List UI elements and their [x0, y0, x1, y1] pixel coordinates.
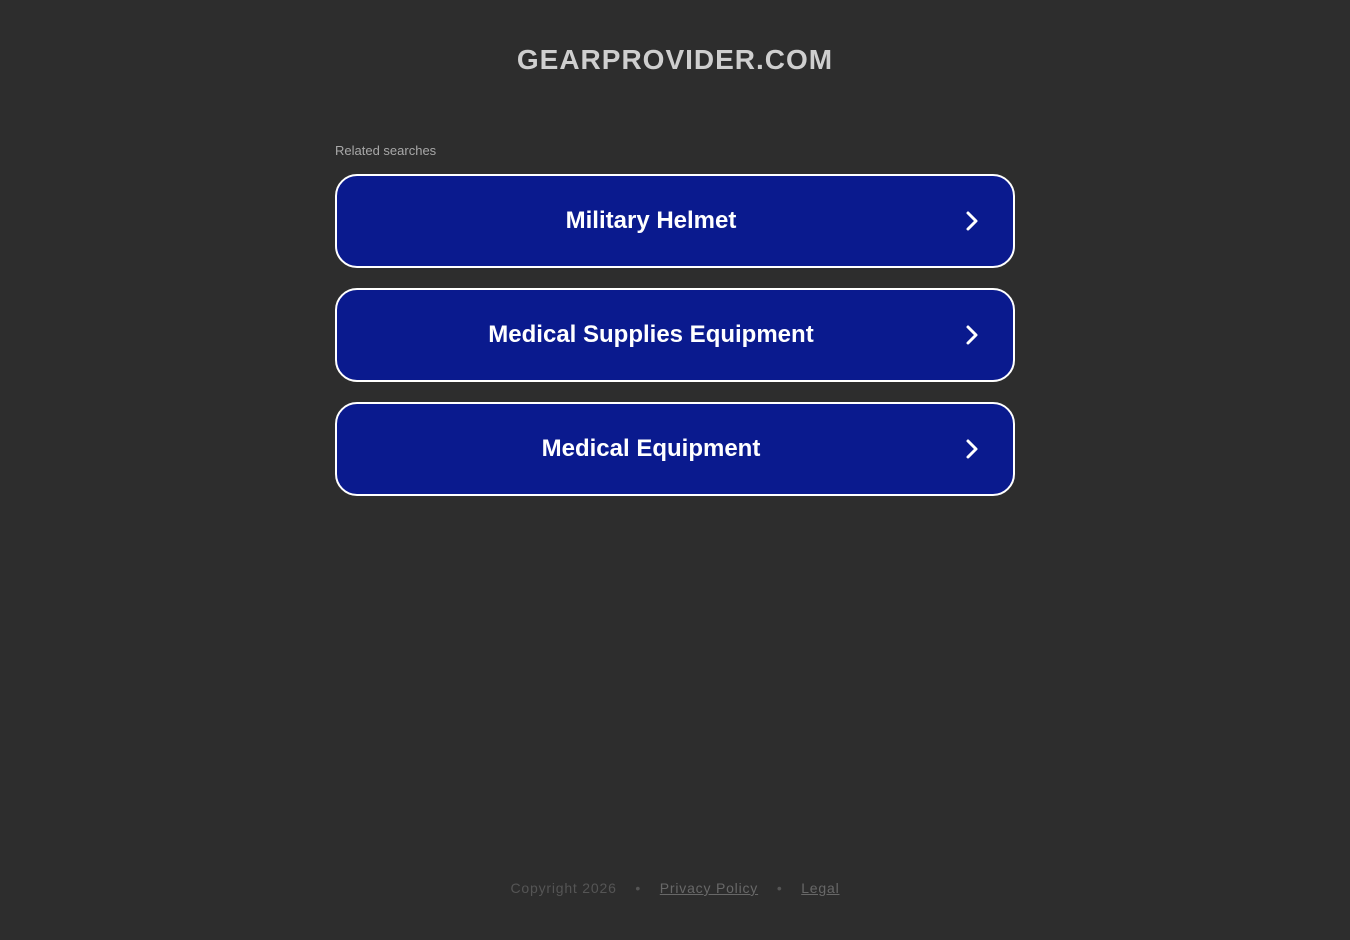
- footer-separator: •: [776, 880, 783, 896]
- related-search-label: Medical Equipment: [541, 435, 761, 462]
- chevron-right-icon: [965, 210, 979, 232]
- related-search-button-medical-equipment[interactable]: [335, 402, 1015, 496]
- related-search-button-military-helmet[interactable]: [335, 174, 1015, 268]
- related-searches-label: Related searches: [335, 143, 437, 158]
- chevron-right-icon: [965, 438, 979, 460]
- chevron-right-icon: [965, 324, 979, 346]
- copyright-text: Copyright 2026: [510, 880, 617, 896]
- related-searches-section: [335, 143, 1015, 516]
- privacy-policy-link[interactable]: Privacy Policy: [659, 880, 759, 896]
- footer-separator: •: [635, 880, 642, 896]
- related-search-label: Medical Supplies Equipment: [488, 321, 814, 348]
- legal-link[interactable]: Legal: [801, 880, 840, 896]
- footer: [0, 879, 1350, 897]
- site-title: GEARPROVIDER.COM: [516, 44, 834, 75]
- related-search-button-medical-supplies-equipment[interactable]: [335, 288, 1015, 382]
- related-search-label: Military Helmet: [565, 207, 737, 234]
